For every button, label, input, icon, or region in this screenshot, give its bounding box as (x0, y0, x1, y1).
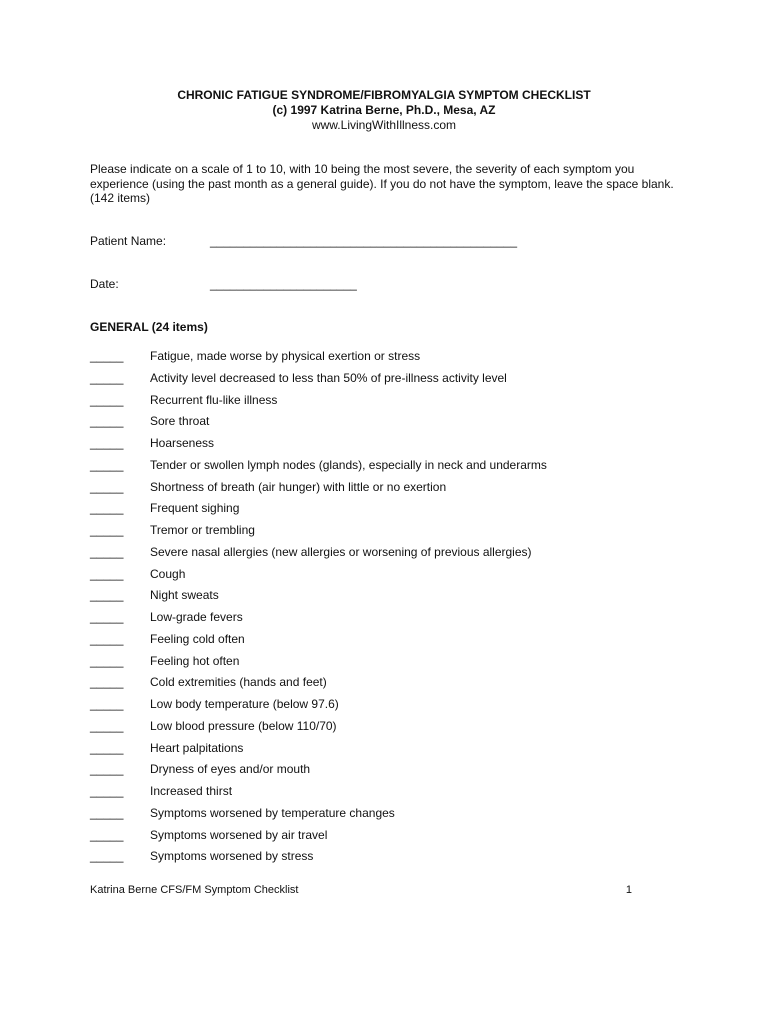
page-number: 1 (625, 884, 632, 896)
symptom-label: Shortness of breath (air hunger) with little or no exertion (150, 479, 447, 494)
symptom-label: Night sweats (150, 588, 219, 603)
website-url: www.LivingWithIllness.com (311, 118, 457, 132)
symptom-item (90, 588, 547, 610)
severity-blank: _____ (90, 827, 124, 842)
severity-blank: _____ (90, 675, 124, 690)
symptom-label: Tremor or trembling (150, 523, 255, 537)
instructions-paragraph: Please indicate on a scale of 1 to 10, with 10 being the most severe, the severity of each symptom you experience (using the past month as a general guide). If you do not have the symptom, leave the space blank. (142 items) (90, 162, 674, 205)
section-title-general: GENERAL (24 items) (90, 320, 208, 334)
symptom-item (90, 849, 547, 871)
symptom-item (90, 371, 547, 393)
symptom-list (90, 349, 547, 871)
severity-blank: _____ (90, 740, 124, 755)
footer-text: Katrina Berne CFS/FM Symptom Checklist (90, 884, 299, 896)
symptom-label: Activity level decreased to less than 50% of pre-illness activity level (150, 370, 507, 385)
severity-blank: _____ (90, 610, 124, 624)
symptom-item (90, 349, 547, 371)
severity-blank: _____ (90, 653, 124, 668)
symptom-label: Symptoms worsened by temperature changes (150, 805, 395, 820)
severity-blank: _____ (90, 457, 124, 472)
page-footer (90, 884, 632, 897)
symptom-label: Heart palpitations (150, 740, 244, 755)
severity-blank: _____ (90, 762, 124, 777)
symptom-item (90, 741, 547, 763)
severity-blank: _____ (90, 718, 124, 733)
symptom-item (90, 610, 547, 632)
symptom-label: Severe nasal allergies (new allergies or worsening of previous allergies) (150, 544, 532, 559)
symptom-item (90, 523, 547, 545)
severity-blank: _____ (90, 414, 124, 429)
severity-blank: _____ (90, 784, 124, 798)
symptom-item (90, 436, 547, 458)
symptom-item (90, 762, 547, 784)
severity-blank: _____ (90, 805, 124, 820)
symptom-label: Increased thirst (150, 784, 233, 798)
document-header (0, 88, 768, 133)
symptom-label: Recurrent flu-like illness (150, 392, 278, 407)
symptom-label: Feeling hot often (150, 653, 240, 668)
symptom-label: Frequent sighing (150, 501, 240, 516)
severity-blank: _____ (90, 588, 124, 603)
symptom-item (90, 654, 547, 676)
date-label: Date: (90, 277, 119, 291)
symptom-label: Symptoms worsened by stress (150, 849, 314, 864)
severity-blank: _____ (90, 544, 124, 559)
symptom-label: Tender or swollen lymph nodes (glands), especially in neck and underarms (150, 457, 547, 472)
symptom-label: Sore throat (150, 414, 210, 429)
symptom-item (90, 675, 547, 697)
symptom-item (90, 632, 547, 654)
severity-blank: _____ (90, 523, 124, 537)
symptom-item (90, 567, 547, 589)
symptom-item (90, 697, 547, 719)
symptom-item (90, 393, 547, 415)
symptom-label: Fatigue, made worse by physical exertion or stress (150, 349, 421, 363)
symptom-item (90, 719, 547, 741)
patient-name-blank-line: ______________________________________________ (210, 234, 517, 248)
severity-blank: _____ (90, 501, 124, 516)
symptom-item (90, 458, 547, 480)
date-blank-line: ______________________ (210, 277, 357, 291)
patient-name-label: Patient Name: (90, 234, 167, 248)
symptom-label: Symptoms worsened by air travel (150, 827, 328, 842)
symptom-label: Low body temperature (below 97.6) (150, 697, 339, 711)
symptom-item (90, 414, 547, 436)
symptom-label: Dryness of eyes and/or mouth (150, 762, 311, 777)
symptom-item (90, 501, 547, 523)
severity-blank: _____ (90, 849, 124, 864)
severity-blank: _____ (90, 392, 124, 407)
symptom-item (90, 806, 547, 828)
document-title: CHRONIC FATIGUE SYNDROME/FIBROMYALGIA SYMPTOM CHECKLIST (177, 88, 591, 102)
severity-blank: _____ (90, 436, 124, 450)
severity-blank: _____ (90, 479, 124, 494)
severity-blank: _____ (90, 349, 124, 363)
severity-blank: _____ (90, 631, 124, 646)
symptom-label: Hoarseness (150, 436, 215, 450)
severity-blank: _____ (90, 370, 124, 385)
patient-name-field (90, 234, 517, 248)
date-field (90, 277, 357, 291)
severity-blank: _____ (90, 697, 124, 711)
symptom-item (90, 545, 547, 567)
symptom-item (90, 784, 547, 806)
symptom-label: Low blood pressure (below 110/70) (150, 718, 337, 733)
symptom-item (90, 828, 547, 850)
severity-blank: _____ (90, 566, 124, 581)
symptom-label: Low-grade fevers (150, 610, 243, 624)
symptom-label: Cough (150, 566, 186, 581)
symptom-label: Cold extremities (hands and feet) (150, 675, 327, 690)
copyright-line: (c) 1997 Katrina Berne, Ph.D., Mesa, AZ (272, 103, 496, 117)
symptom-label: Feeling cold often (150, 631, 245, 646)
symptom-item (90, 480, 547, 502)
